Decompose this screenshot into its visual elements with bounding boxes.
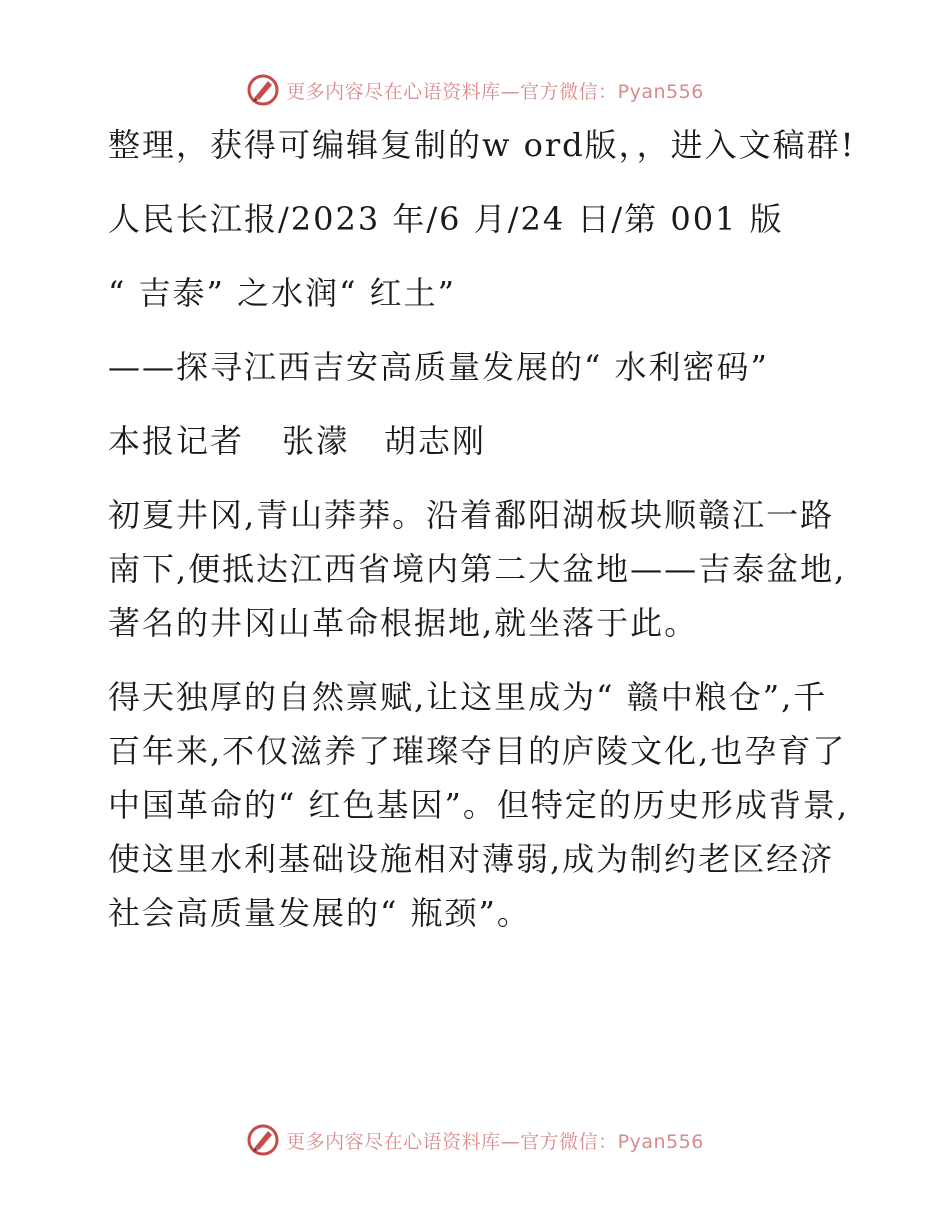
intro-note: 整理，获得可编辑复制的w ord版，，进入文稿群!: [108, 126, 856, 164]
article-title: “ 吉泰” 之水润“ 红土”: [108, 274, 456, 312]
body-paragraph-1: 初夏井冈,青山莽莽。沿着鄱阳湖板块顺赣江一路南下,便抵达江西省境内第二大盆地——吉泰盆地,著名的井冈山革命根据地,就坐落于此。: [108, 496, 847, 642]
header-watermark-text: 更多内容尽在心语资料库—官方微信：Pyan556: [286, 80, 704, 103]
reporter-name-2: 胡志刚: [384, 422, 487, 460]
reporter-name-1: 张濛: [282, 422, 351, 460]
red-quill-seal-icon: [246, 1123, 280, 1157]
publication-line: 人民长江报/2023 年/6 月/24 日/第 001 版: [108, 200, 784, 238]
footer-watermark-banner: [0, 1120, 950, 1160]
byline-label: 本报记者: [108, 422, 245, 460]
document-body: [98, 118, 858, 940]
body-paragraph-2: 得天独厚的自然禀赋,让这里成为“ 赣中粮仓”,千百年来,不仅滋养了璀璨夺目的庐陵文化,也孕育了中国革命的“ 红色基因”。但特定的历史形成背景,使这里水利基础设施相对薄弱,成为制约老区经济社会高质量发展的“ 瓶颈”。: [108, 678, 850, 932]
red-quill-seal-icon: [246, 73, 280, 107]
article-subtitle: ——探寻江西吉安高质量发展的“ 水利密码”: [108, 348, 769, 386]
byline: [98, 414, 858, 468]
header-watermark-banner: [0, 70, 950, 110]
footer-watermark-text: 更多内容尽在心语资料库—官方微信：Pyan556: [286, 1130, 704, 1153]
